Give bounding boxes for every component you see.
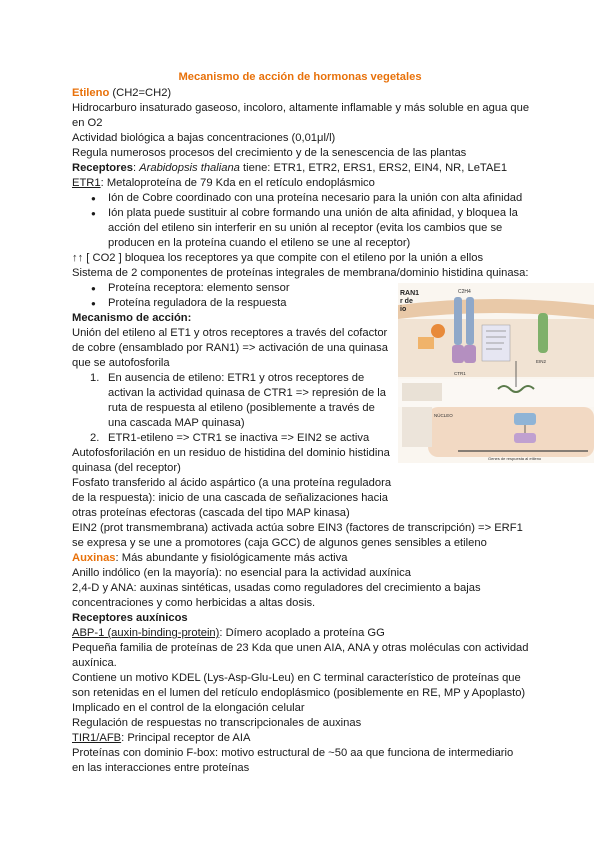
mecanismo-p3a: Fosfato transferido al ácido aspártico (a una proteína reguladora xyxy=(72,477,392,489)
etileno-desc-1: Hidrocarburo insaturado gaseoso, incoloro, altamente inflamable y más soluble en agua que xyxy=(72,102,530,114)
receptor-right xyxy=(466,297,474,345)
bullet-plata-cont-1: acción del etileno sin interferir en su unión al receptor (evita los cambios que se xyxy=(108,222,503,234)
side-note-box xyxy=(402,383,442,401)
list-num-1: 1. xyxy=(90,372,100,384)
abp-p2a: Contiene un motivo KDEL (Lys-Asp-Glu-Leu) en C terminal característico de proteínas que xyxy=(72,672,521,684)
list-item-1b: activan la actividad quinasa de CTR1 => represión de la xyxy=(108,387,386,399)
sistema-line: Sistema de 2 componentes de proteínas integrales de membrana/dominio histidina quinasa: xyxy=(72,267,529,279)
abp-p1a: Pequeña familia de proteínas de 23 Kda que unen AIA, ANA y otras moléculas con actividad xyxy=(72,642,529,654)
abp-label: ABP-1 (auxin-binding-protein) xyxy=(72,627,220,639)
etileno-formula: (CH2=CH2) xyxy=(109,87,172,99)
figure-label-genes: Genes de respuesta al etileno xyxy=(488,456,542,461)
kinase-domain-right xyxy=(464,345,476,363)
receptores-species: Arabidopsis thaliana xyxy=(139,162,240,174)
figure-label-ran1: RAN1 xyxy=(400,290,420,297)
figure-label-ran1-sub2: io xyxy=(400,306,407,313)
etileno-desc-2: Actividad biológica a bajas concentraciones (0,01μl/l) xyxy=(72,132,336,144)
figure-label-ran1-sub1: r de xyxy=(400,298,413,305)
nucleus-region xyxy=(428,407,594,457)
auxinas-heading: Auxinas xyxy=(72,552,116,564)
bullet-plata-cont-2: producen en la proteína cuando el etileno se une al receptor) xyxy=(108,237,411,249)
abp-desc: : Dímero acoplado a proteína GG xyxy=(219,627,385,639)
ethylene-diagram-svg xyxy=(398,283,594,463)
bullet-receptora: ● Proteína receptora: elemento sensor xyxy=(108,281,290,297)
bullet-reguladora: ● Proteína reguladora de la respuesta xyxy=(108,296,287,312)
etr1-line xyxy=(72,176,375,192)
auxinas-l1: Anillo indólico (en la mayoría): no esencial para la actividad auxínica xyxy=(72,567,411,579)
mecanismo-p4b: se expresa y se une a promotores (caja GCC) de algunos genes sensibles a etileno xyxy=(72,537,487,549)
etileno-heading: Etileno xyxy=(72,87,110,99)
figure-label-c2h4: C2H4 xyxy=(458,289,471,295)
mecanismo-p1c: que se autofosforila xyxy=(72,357,170,369)
tir-label: TIR1/AFB xyxy=(72,732,122,744)
receptores-list: tiene: ETR1, ETR2, ERS1, ERS2, EIN4, NR, LeTAE1 xyxy=(239,162,508,174)
figure-label-ein2: EIN2 xyxy=(536,359,547,364)
ein3-protein xyxy=(514,413,536,425)
page-title: Mecanismo de acción de hormonas vegetales xyxy=(178,71,422,83)
abp-p2b: son retenidas en el lumen del retículo endoplásmico (posiblemente en RE, MP y Apoplasto) xyxy=(72,687,526,699)
tir-line xyxy=(72,731,250,747)
mecanismo-p3c: otras proteínas efectoras (cascada del tipo MAP kinasa) xyxy=(72,507,350,519)
etileno-desc-3: Regula numerosos procesos del crecimiento y de la senescencia de las plantas xyxy=(72,147,467,159)
ein2-protein xyxy=(538,313,548,353)
list-item-1d: una cascada MAP quinasa) xyxy=(108,417,245,429)
bullet-cobre: ● Ión de Cobre coordinado con una proteína necesario para la unión con alta afinidad xyxy=(108,191,522,207)
list-item-1a: En ausencia de etileno: ETR1 y otros receptores de xyxy=(108,372,365,384)
mecanismo-p1a: Unión del etileno al ET1 y otros receptores a través del cofactor xyxy=(72,327,388,339)
co2-line: ↑↑ [ CO2 ] bloquea los receptores ya que compite con el etileno por la unión a ellos xyxy=(72,252,484,264)
mecanismo-p4a: EIN2 (prot transmembrana) activada actúa sobre EIN3 (factores de transcripción) => ERF1 xyxy=(72,522,523,534)
mecanismo-p1b: de cobre (ensamblado por RAN1) => activación de una quinasa xyxy=(72,342,388,354)
nucleus-note xyxy=(402,407,432,447)
figure-label-nucleo: NÚCLEO xyxy=(434,413,453,418)
receptores-line xyxy=(72,161,507,177)
mecanismo-p2b: quinasa (del receptor) xyxy=(72,462,181,474)
abp-p1b: auxínica. xyxy=(72,657,117,669)
list-num-2: 2. xyxy=(90,432,100,444)
tir-p1a: Proteínas con dominio F-box: motivo estructural de ~50 aa que funciona de intermediario xyxy=(72,747,514,759)
atp-box xyxy=(418,337,434,349)
mecanismo-p2a: Autofosforilación en un residuo de histidina del dominio histidina xyxy=(72,447,390,459)
erf1-protein xyxy=(514,433,536,443)
ran1-copper-icon xyxy=(431,324,445,338)
tir-desc: : Principal receptor de AIA xyxy=(121,732,251,744)
mecanismo-p3b: de la respuesta): inicio de una cascada de señalizaciones hacia xyxy=(72,492,388,504)
figure-label-ctr1: CTR1 xyxy=(454,371,466,376)
auxinas-intro: : Más abundante y fisiológicamente más activa xyxy=(115,552,348,564)
abp-p3: Implicado en el control de la elongación celular xyxy=(72,702,305,714)
etr1-desc: : Metaloproteína de 79 Kda en el retículo endoplásmico xyxy=(100,177,375,189)
receptores-colon: : xyxy=(132,162,140,174)
receptores-auxinicos-heading: Receptores auxínicos xyxy=(72,612,188,624)
list-item-1c: ruta de respuesta al etileno (posiblemente a través de xyxy=(108,402,375,414)
receptores-label: Receptores xyxy=(72,162,133,174)
receptor-left xyxy=(454,297,462,345)
auxinas-l2b: concentraciones y como herbicidas a altas dosis. xyxy=(72,597,316,609)
etileno-heading-line xyxy=(72,86,171,102)
list-item-2: ETR1-etileno => CTR1 se inactiva => EIN2 se activa xyxy=(108,432,370,444)
bullet-plata: ● Ión plata puede sustituir al cobre formando una unión de alta afinidad, y bloquea la xyxy=(108,206,518,222)
auxinas-l2a: 2,4-D y ANA: auxinas sintéticas, usadas como reguladores del crecimiento a bajas xyxy=(72,582,481,594)
mecanismo-heading: Mecanismo de acción: xyxy=(72,312,192,324)
abp-p4: Regulación de respuestas no transcripcionales de auxinas xyxy=(72,717,362,729)
etr1-label: ETR1 xyxy=(72,177,101,189)
auxinas-heading-line xyxy=(72,551,347,567)
tir-p1b: en las interacciones entre proteínas xyxy=(72,762,250,774)
abp-line xyxy=(72,626,385,642)
kinase-domain-left xyxy=(452,345,464,363)
ethylene-signaling-figure xyxy=(398,283,594,463)
etileno-desc-1b: en O2 xyxy=(72,117,103,129)
